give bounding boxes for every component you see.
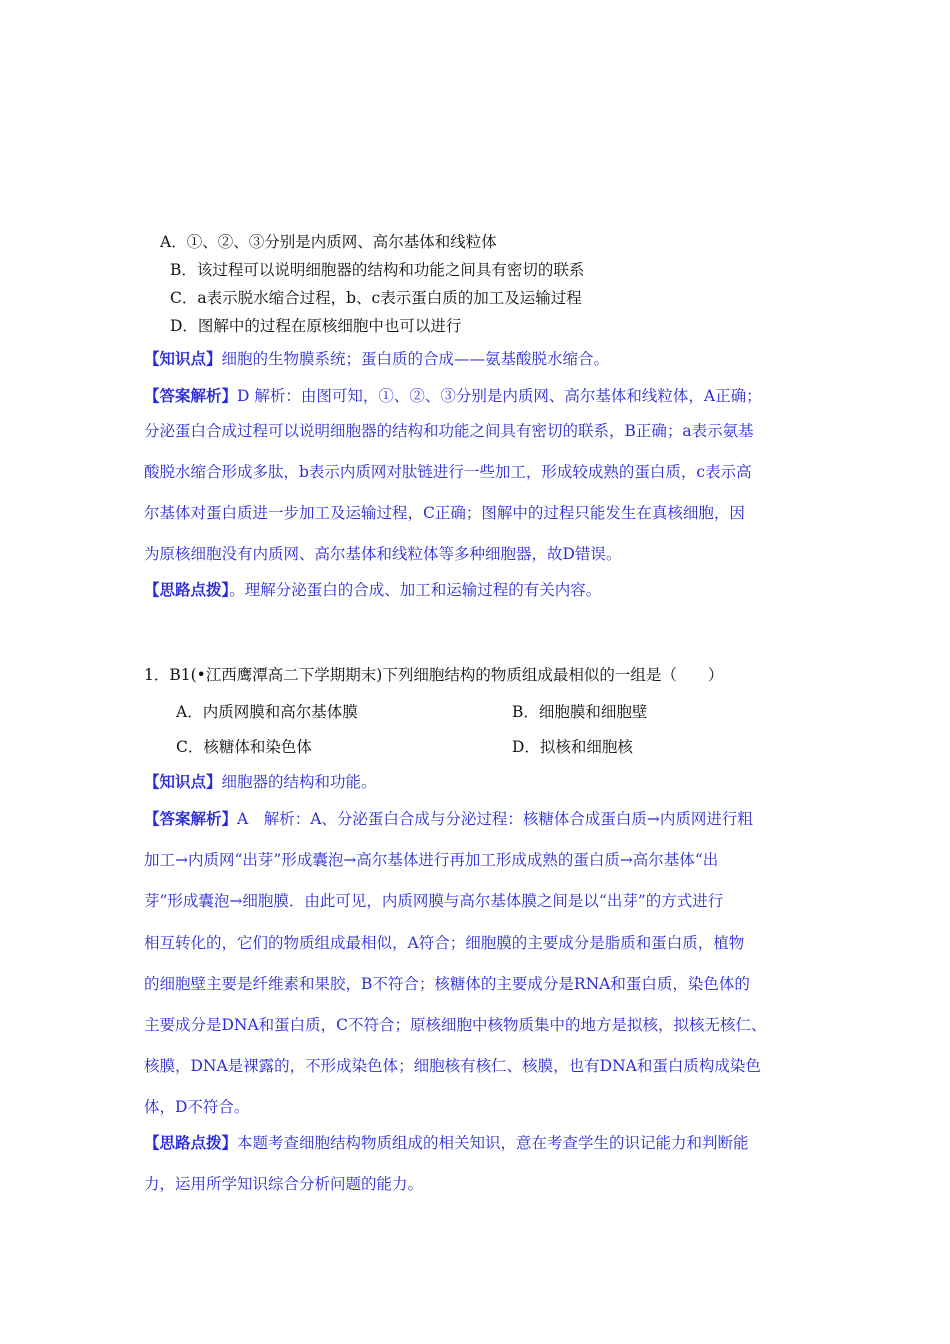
- answer-line: 相互转化的，它们的物质组成最相似，A符合；细胞膜的主要成分是脂质和蛋白质，植物: [144, 934, 745, 952]
- knowledge-tag: 【知识点】: [144, 772, 222, 791]
- answer-tag: 【答案解析】: [144, 386, 238, 405]
- answer-line: 加工→内质网“出芽”形成囊泡→高尔基体进行再加工形成成熟的蛋白质→高尔基体“出: [144, 851, 719, 869]
- option-b: B．细胞膜和细胞壁: [512, 703, 648, 721]
- option-d: D．图解中的过程在原核细胞中也可以进行: [170, 317, 462, 335]
- answer-line: A 解析：A、分泌蛋白合成与分泌过程：核糖体合成蛋白质→内质网进行粗: [237, 810, 753, 828]
- option-d: D．拟核和细胞核: [512, 738, 633, 756]
- answer-line: 主要成分是DNA和蛋白质，C不符合；原核细胞中核物质集中的地方是拟核，拟核无核仁、: [144, 1016, 767, 1034]
- option-b: B．该过程可以说明细胞器的结构和功能之间具有密切的联系: [170, 261, 585, 279]
- answer-line: 酸脱水缩合形成多肽，b表示内质网对肽链进行一些加工，形成较成熟的蛋白质，c表示高: [144, 463, 752, 481]
- answer-line: 分泌蛋白合成过程可以说明细胞器的结构和功能之间具有密切的联系，B正确；a表示氨基: [144, 422, 754, 440]
- option-a: A．①、②、③分别是内质网、高尔基体和线粒体: [160, 233, 497, 251]
- tips: [144, 1133, 749, 1153]
- answer-tag: 【答案解析】: [144, 809, 238, 828]
- tips-text: 本题考查细胞结构物质组成的相关知识，意在考查学生的识记能力和判断能: [237, 1134, 749, 1152]
- knowledge-tag: 【知识点】: [144, 349, 222, 368]
- answer-line: 为原核细胞没有内质网、高尔基体和线粒体等多种细胞器，故D错误。: [144, 545, 622, 563]
- answer-line: 芽”形成囊泡→细胞膜．由此可见，内质网膜与高尔基体膜之间是以“出芽”的方式进行: [144, 892, 724, 910]
- answer-line: 的细胞壁主要是纤维素和果胶，B不符合；核糖体的主要成分是RNA和蛋白质，染色体的: [144, 975, 750, 993]
- answer-line: D 解析：由图可知，①、②、③分别是内质网、高尔基体和线粒体，A正确；: [237, 387, 762, 405]
- answer-line: 尔基体对蛋白质进一步加工及运输过程，C正确；图解中的过程只能发生在真核细胞，因: [144, 504, 745, 522]
- answer-line: 核膜，DNA是裸露的，不形成染色体；细胞核有核仁、核膜，也有DNA和蛋白质构成染色: [144, 1057, 761, 1075]
- knowledge-text: 细胞的生物膜系统；蛋白质的合成——氨基酸脱水缩合。: [221, 350, 610, 368]
- answer-analysis: [144, 386, 762, 406]
- answer-analysis: [144, 809, 753, 829]
- option-c: C．a表示脱水缩合过程，b、c表示蛋白质的加工及运输过程: [170, 289, 582, 307]
- knowledge-point: [144, 772, 377, 792]
- tips-tag: 【思路点拨】: [144, 580, 230, 599]
- option-c: C．核糖体和染色体: [176, 738, 312, 756]
- knowledge-text: 细胞器的结构和功能。: [221, 773, 377, 791]
- knowledge-point: [144, 349, 609, 369]
- answer-line: 体，D不符合。: [144, 1098, 250, 1116]
- tips-text: 。理解分泌蛋白的合成、加工和运输过程的有关内容。: [229, 581, 602, 599]
- question-stem: 1．B1(•江西鹰潭高二下学期期末)下列细胞结构的物质组成最相似的一组是（ ）: [144, 666, 724, 684]
- option-a: A．内质网膜和高尔基体膜: [176, 703, 358, 721]
- tips-text: 力，运用所学知识综合分析问题的能力。: [144, 1175, 424, 1193]
- tips: [144, 580, 601, 600]
- tips-tag: 【思路点拨】: [144, 1133, 238, 1152]
